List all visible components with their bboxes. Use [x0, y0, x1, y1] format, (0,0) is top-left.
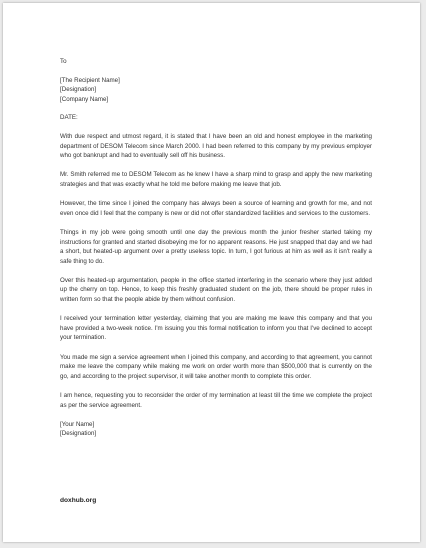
date-label: DATE:: [60, 114, 78, 122]
paragraph: However, the time since I joined the company has always been a source of learning and growth for me, and not even once did I feel that the company is new or did not offer standardized facilities and services to the customers.: [60, 200, 372, 217]
to-line: To: [60, 58, 67, 65]
paragraph: With due respect and utmost regard, it is stated that I have been an old and honest employee in the marketing department of DESOM Telecom since March 2000. I had been referred to this company by my previous employer who got bankrupt and had to eventually sell off his business.: [60, 132, 372, 160]
paragraph: I received your termination letter yesterday, claiming that you are making me leave this company and that you have provided a two-week notice. I'm issuing you this formal notification to inform you that I've declined to accept your termination.: [60, 315, 372, 342]
paragraph: Mr. Smith referred me to DESOM Telecom as he knew I have a sharp mind to grasp and apply the new marketing strategies and that was exactly what he told me before making me leave that job.: [60, 171, 372, 188]
paragraph: You made me sign a service agreement when I joined this company, and according to that agreement, you cannot make me leave the company while making me work on order worth more than $500,000 that is currently on the go, and according to the project supervisor, it will take another month to complete this order.: [60, 353, 372, 380]
recipient-company: [Company Name]: [60, 95, 109, 103]
paragraph: I am hence, requesting you to reconsider the order of my termination at least till the time we complete the project as per the service agreement.: [60, 392, 372, 409]
paragraph: Things in my job were going smooth until one day the previous month the junior fresher started taking my instructions for granted and started disobeying me for no apparent reasons. He just snapped that day and we had a short, but heated-up argument over a pretty useless topic. In turn, I got furious at him as well as it isn't really a safe thing to do.: [60, 228, 372, 265]
recipient-designation: [Designation]: [60, 86, 97, 94]
paragraph: Over this heated-up argumentation, people in the office started interfering in the scenario where they just added up the cherry on top. Hence, to keep this freshly graduated student on the job, there should be proper rules in written form so that the people abide by them without confusion.: [60, 276, 372, 304]
document-page: [3, 3, 420, 542]
recipient-name: [The Recipient Name]: [60, 76, 120, 84]
signature-designation: [Designation]: [60, 430, 97, 438]
signature-block: [60, 420, 372, 439]
signature-name: [Your Name]: [60, 420, 95, 428]
footer-brand: doxhub.org: [60, 497, 97, 504]
recipient-block: [60, 76, 372, 105]
letter-body: [60, 57, 372, 439]
